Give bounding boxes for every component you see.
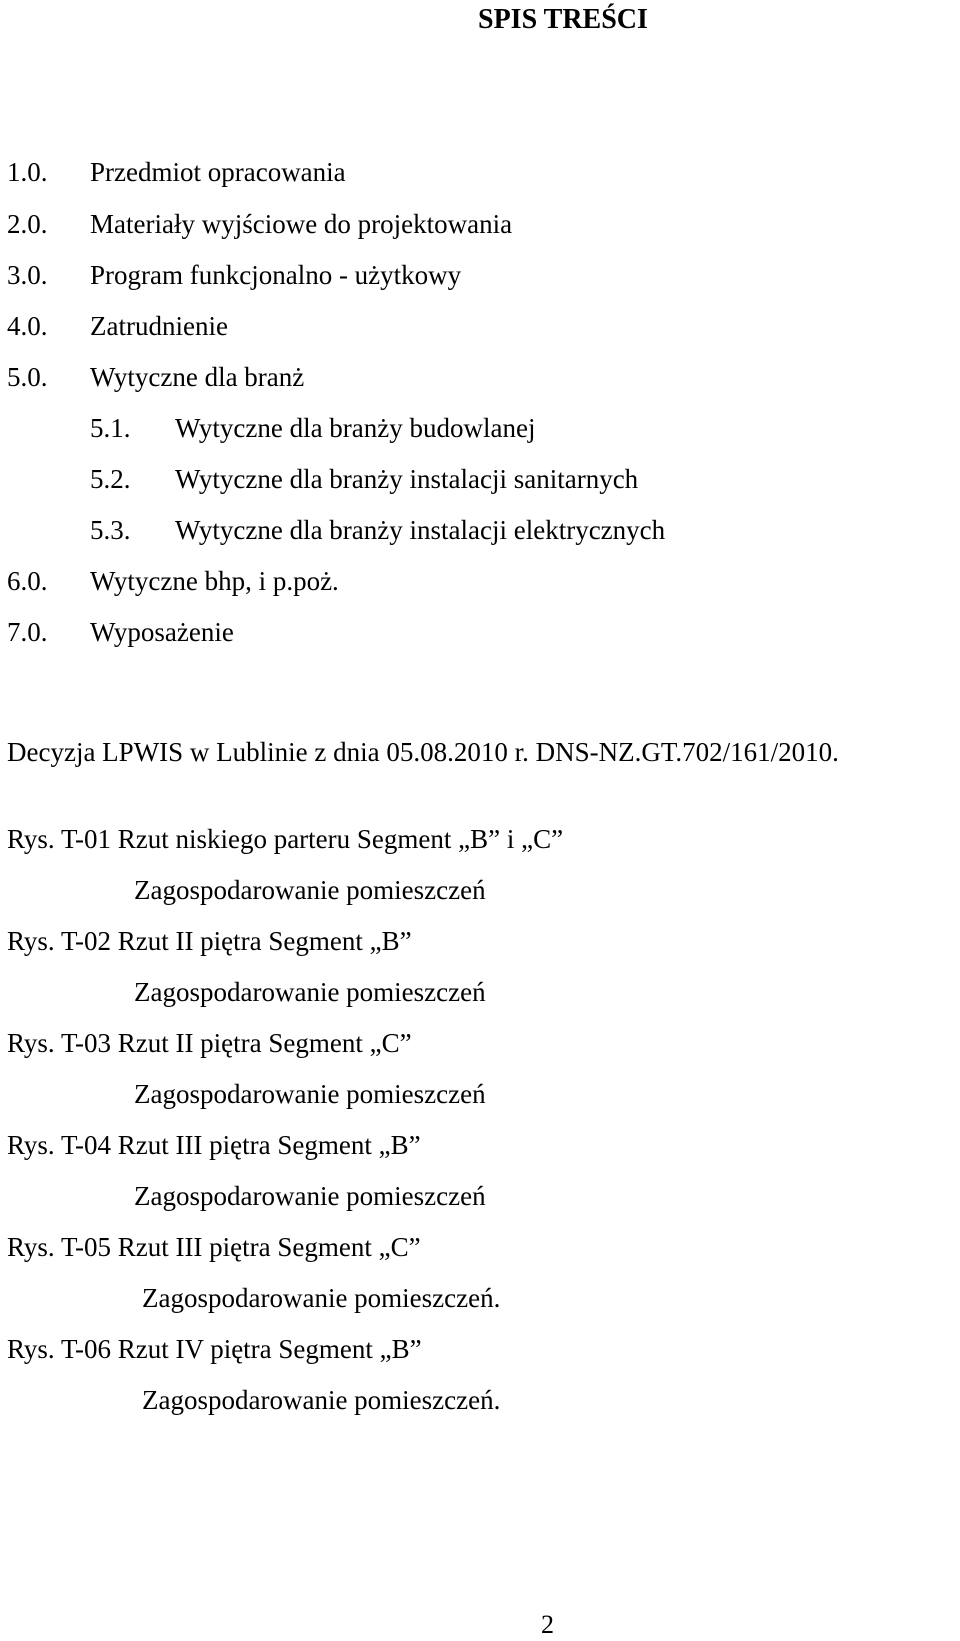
figure-title: Rys. T-06 Rzut IV piętra Segment „B”	[7, 1334, 422, 1364]
decision-reference: Decyzja LPWIS w Lublinie z dnia 05.08.2010 r. DNS-NZ.GT.702/161/2010.	[7, 737, 839, 767]
page-number: 2	[541, 1610, 554, 1639]
toc-number: 5.1.	[90, 413, 131, 443]
toc-number: 5.2.	[90, 464, 131, 494]
figure-title: Rys. T-01 Rzut niskiego parteru Segment „B” i „C”	[7, 824, 564, 854]
figure-subtitle: Zagospodarowanie pomieszczeń	[134, 1079, 486, 1109]
toc-item: Wyposażenie	[90, 617, 234, 647]
toc-number: 5.3.	[90, 515, 131, 545]
toc-item: Program funkcjonalno - użytkowy	[90, 260, 462, 290]
figure-subtitle: Zagospodarowanie pomieszczeń	[134, 977, 486, 1007]
figure-title: Rys. T-04 Rzut III piętra Segment „B”	[7, 1130, 421, 1160]
toc-number: 4.0.	[7, 311, 48, 341]
toc-number: 2.0.	[7, 209, 48, 239]
figure-subtitle: Zagospodarowanie pomieszczeń	[134, 875, 486, 905]
toc-item: Wytyczne bhp, i p.poż.	[90, 566, 339, 596]
toc-number: 7.0.	[7, 617, 48, 647]
page-title: SPIS TREŚCI	[478, 4, 648, 35]
figure-subtitle: Zagospodarowanie pomieszczeń.	[142, 1385, 501, 1415]
figure-title: Rys. T-02 Rzut II piętra Segment „B”	[7, 926, 412, 956]
toc-number: 1.0.	[7, 157, 48, 187]
toc-item: Wytyczne dla branży instalacji sanitarnych	[175, 464, 639, 494]
figure-title: Rys. T-05 Rzut III piętra Segment „C”	[7, 1232, 421, 1262]
toc-number: 6.0.	[7, 566, 48, 596]
toc-number: 5.0.	[7, 362, 48, 392]
toc-item: Wytyczne dla branż	[90, 362, 305, 392]
toc-number: 3.0.	[7, 260, 48, 290]
toc-item: Materiały wyjściowe do projektowania	[90, 209, 513, 239]
toc-item: Wytyczne dla branży budowlanej	[175, 413, 536, 443]
figure-subtitle: Zagospodarowanie pomieszczeń	[134, 1181, 486, 1211]
figure-subtitle: Zagospodarowanie pomieszczeń.	[142, 1283, 501, 1313]
toc-item: Zatrudnienie	[90, 311, 228, 341]
figure-title: Rys. T-03 Rzut II piętra Segment „C”	[7, 1028, 412, 1058]
toc-item: Wytyczne dla branży instalacji elektrycznych	[175, 515, 666, 545]
toc-item: Przedmiot opracowania	[90, 157, 346, 187]
